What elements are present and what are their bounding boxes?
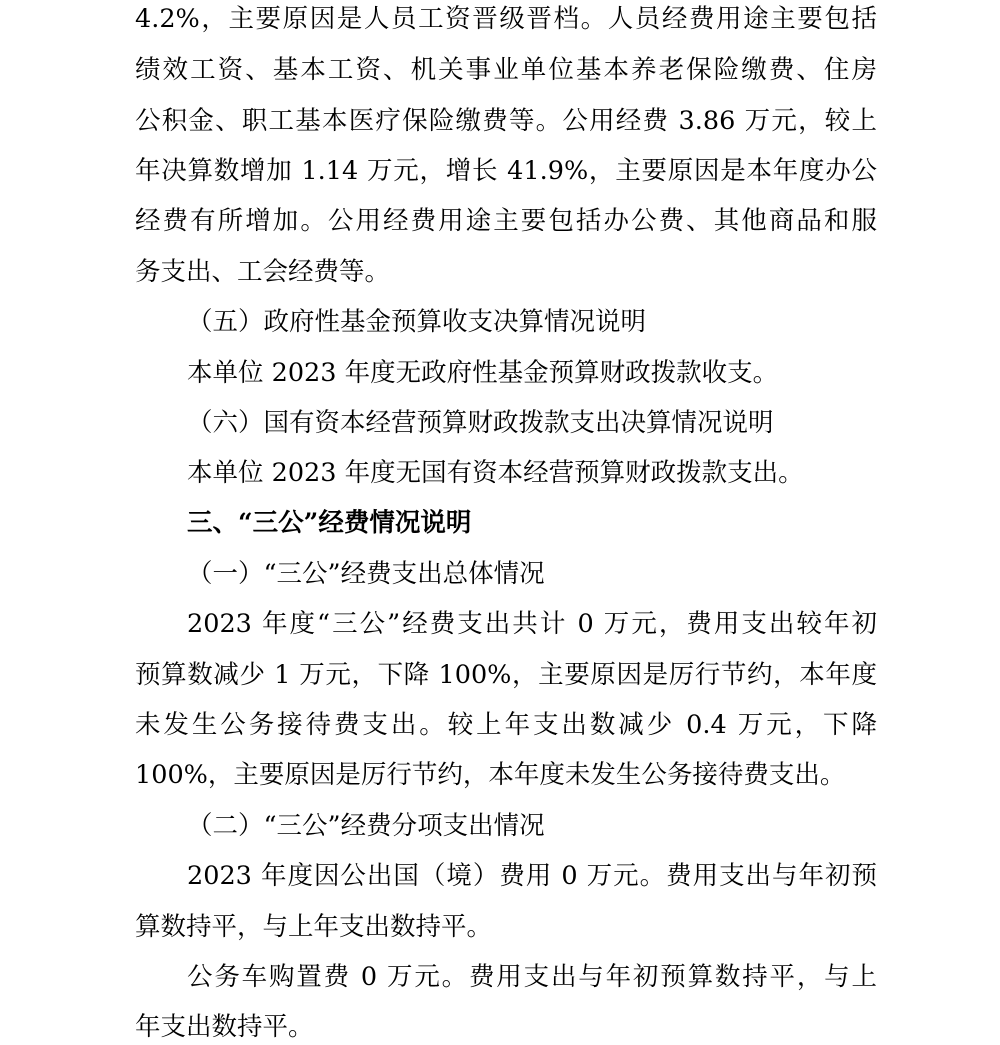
paragraph-line: 绩效工资、基本工资、机关事业单位基本养老保险缴费、住房 [135,55,877,85]
paragraph-line: 公积金、职工基本医疗保险缴费等。公用经费 3.86 万元，较上 [135,106,877,136]
paragraph-line: 公务车购置费 0 万元。费用支出与年初预算数持平，与上 [187,962,877,992]
paragraph-line: 年支出数持平。 [135,1012,314,1042]
paragraph-line: 2023 年度因公出国（境）费用 0 万元。费用支出与年初预 [187,861,877,891]
paragraph-line: 年决算数增加 1.14 万元，增长 41.9%，主要原因是本年度办公 [135,156,877,186]
section-heading-5: （五）政府性基金预算收支决算情况说明 [187,307,647,337]
paragraph-line: 100%，主要原因是厉行节约，本年度未发生公务接待费支出。 [135,760,846,790]
paragraph-line: 4.2%，主要原因是人员工资晋级晋档。人员经费用途主要包括 [135,4,877,34]
section-heading-6: （六）国有资本经营预算财政拨款支出决算情况说明 [187,408,774,438]
subsection-heading-1: （一）“三公”经费支出总体情况 [187,559,545,589]
paragraph-line: 经费有所增加。公用经费用途主要包括办公费、其他商品和服 [135,206,877,236]
paragraph-line: 算数持平，与上年支出数持平。 [135,912,493,942]
paragraph-line: 2023 年度“三公”经费支出共计 0 万元，费用支出较年初 [187,609,877,639]
paragraph-line: 本单位 2023 年度无国有资本经营预算财政拨款支出。 [187,458,804,488]
paragraph-line: 预算数减少 1 万元，下降 100%，主要原因是厉行节约，本年度 [135,660,877,690]
paragraph-line: 本单位 2023 年度无政府性基金预算财政拨款收支。 [187,358,779,388]
chapter-heading-three: 三、“三公”经费情况说明 [187,508,472,538]
subsection-heading-2: （二）“三公”经费分项支出情况 [187,811,545,841]
paragraph-line: 务支出、工会经费等。 [135,257,391,287]
paragraph-line: 未发生公务接待费支出。较上年支出数减少 0.4 万元，下降 [135,710,877,740]
